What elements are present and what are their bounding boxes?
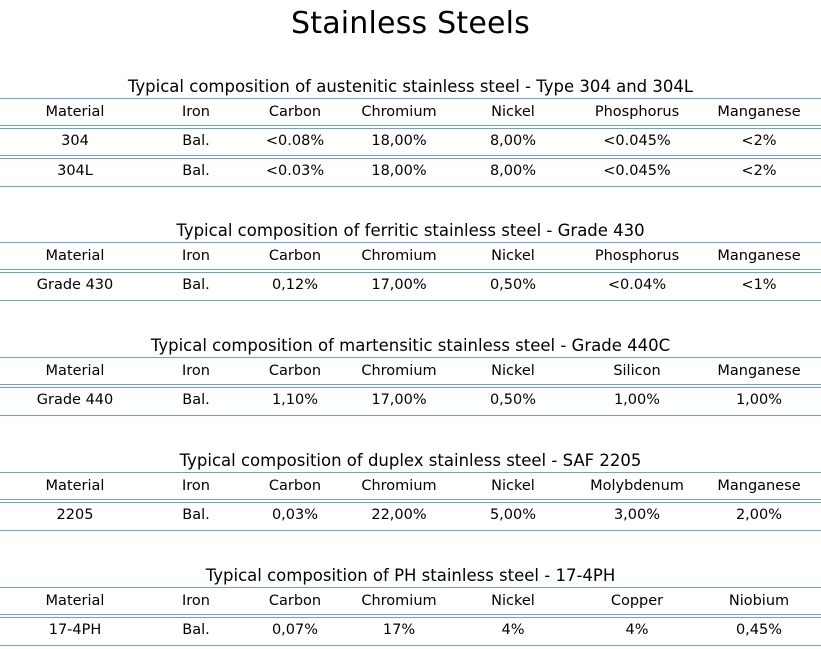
- header-cell: Material: [45, 593, 105, 609]
- table-cell: 0,50%: [489, 277, 537, 293]
- table-cell: 0,45%: [735, 622, 783, 638]
- header-cell: Material: [45, 478, 105, 494]
- table-cell: 17-4PH: [48, 622, 102, 638]
- table-row: [0, 272, 821, 298]
- table-header-row: [0, 473, 821, 499]
- header-cell: Chromium: [361, 363, 437, 379]
- table-row: [0, 502, 821, 528]
- header-cell: Carbon: [268, 104, 322, 120]
- table-header-row: [0, 243, 821, 269]
- header-cell: Nickel: [491, 593, 535, 609]
- header-cell: Chromium: [361, 104, 437, 120]
- rule: [0, 415, 821, 416]
- table-cell: <2%: [741, 133, 777, 149]
- header-cell: Manganese: [717, 478, 801, 494]
- table-cell: Grade 440: [36, 392, 114, 408]
- table-cell: 0,12%: [271, 277, 319, 293]
- table-row: [0, 158, 821, 184]
- header-cell: Phosphorus: [594, 104, 680, 120]
- table-cell: Grade 430: [36, 277, 114, 293]
- table-cell: 0,07%: [271, 622, 319, 638]
- header-cell: Iron: [182, 248, 210, 264]
- table-cell: 17,00%: [371, 392, 427, 408]
- table-row: [0, 387, 821, 413]
- header-cell: Molybdenum: [590, 478, 684, 494]
- table-cell: 18,00%: [371, 163, 427, 179]
- rule: [0, 530, 821, 531]
- header-cell: Carbon: [268, 248, 322, 264]
- table-cell: Bal.: [182, 163, 210, 179]
- table-cell: 0,03%: [271, 507, 319, 523]
- header-cell: Iron: [182, 478, 210, 494]
- header-cell: Iron: [182, 593, 210, 609]
- header-cell: Nickel: [491, 363, 535, 379]
- table-cell: <0.08%: [265, 133, 325, 149]
- table-header-row: [0, 358, 821, 384]
- header-cell: Silicon: [613, 363, 661, 379]
- section-title: Typical composition of austenitic stainless steel - Type 304 and 304L: [127, 77, 694, 96]
- table-cell: <0.04%: [607, 277, 667, 293]
- header-cell: Manganese: [717, 363, 801, 379]
- header-cell: Iron: [182, 104, 210, 120]
- table-header-row: [0, 588, 821, 614]
- table-cell: 0,50%: [489, 392, 537, 408]
- header-cell: Iron: [182, 363, 210, 379]
- table-cell: <0.045%: [603, 163, 671, 179]
- header-cell: Chromium: [361, 478, 437, 494]
- table-cell: 304L: [57, 163, 93, 179]
- table-cell: Bal.: [182, 507, 210, 523]
- header-cell: Manganese: [717, 248, 801, 264]
- table-cell: Bal.: [182, 622, 210, 638]
- page-title: Stainless Steels: [290, 6, 530, 41]
- header-cell: Carbon: [268, 478, 322, 494]
- table-cell: Bal.: [182, 133, 210, 149]
- section-title: Typical composition of martensitic stainless steel - Grade 440C: [150, 336, 671, 355]
- section-title: Typical composition of ferritic stainless steel - Grade 430: [176, 221, 645, 240]
- table-cell: Bal.: [182, 277, 210, 293]
- header-cell: Material: [45, 248, 105, 264]
- table-cell: 5,00%: [489, 507, 537, 523]
- rule: [0, 645, 821, 646]
- section-title: Typical composition of duplex stainless steel - SAF 2205: [179, 451, 642, 470]
- header-cell: Nickel: [491, 104, 535, 120]
- header-cell: Nickel: [491, 248, 535, 264]
- header-cell: Phosphorus: [594, 248, 680, 264]
- rule: [0, 186, 821, 187]
- table-cell: 4%: [625, 622, 649, 638]
- header-cell: Carbon: [268, 363, 322, 379]
- header-cell: Material: [45, 104, 105, 120]
- section-title: Typical composition of PH stainless steel - 17-4PH: [205, 566, 616, 585]
- table-header-row: [0, 99, 821, 125]
- table-cell: 2205: [56, 507, 94, 523]
- table-cell: <0.03%: [265, 163, 325, 179]
- header-cell: Chromium: [361, 248, 437, 264]
- header-cell: Manganese: [717, 104, 801, 120]
- table-cell: 1,10%: [271, 392, 319, 408]
- table-cell: 8,00%: [489, 163, 537, 179]
- table-cell: 22,00%: [371, 507, 427, 523]
- table-cell: 304: [61, 133, 89, 149]
- table-cell: 1,00%: [735, 392, 783, 408]
- header-cell: Nickel: [491, 478, 535, 494]
- table-cell: <0.045%: [603, 133, 671, 149]
- header-cell: Copper: [610, 593, 664, 609]
- header-cell: Carbon: [268, 593, 322, 609]
- rule: [0, 300, 821, 301]
- table-cell: 2,00%: [735, 507, 783, 523]
- table-cell: Bal.: [182, 392, 210, 408]
- header-cell: Material: [45, 363, 105, 379]
- table-cell: 3,00%: [613, 507, 661, 523]
- table-cell: <1%: [741, 277, 777, 293]
- table-cell: <2%: [741, 163, 777, 179]
- table-cell: 17,00%: [371, 277, 427, 293]
- table-cell: 8,00%: [489, 133, 537, 149]
- header-cell: Niobium: [728, 593, 790, 609]
- table-cell: 17%: [382, 622, 416, 638]
- table-cell: 4%: [501, 622, 525, 638]
- table-row: [0, 617, 821, 643]
- header-cell: Chromium: [361, 593, 437, 609]
- table-cell: 1,00%: [613, 392, 661, 408]
- table-cell: 18,00%: [371, 133, 427, 149]
- table-row: [0, 128, 821, 154]
